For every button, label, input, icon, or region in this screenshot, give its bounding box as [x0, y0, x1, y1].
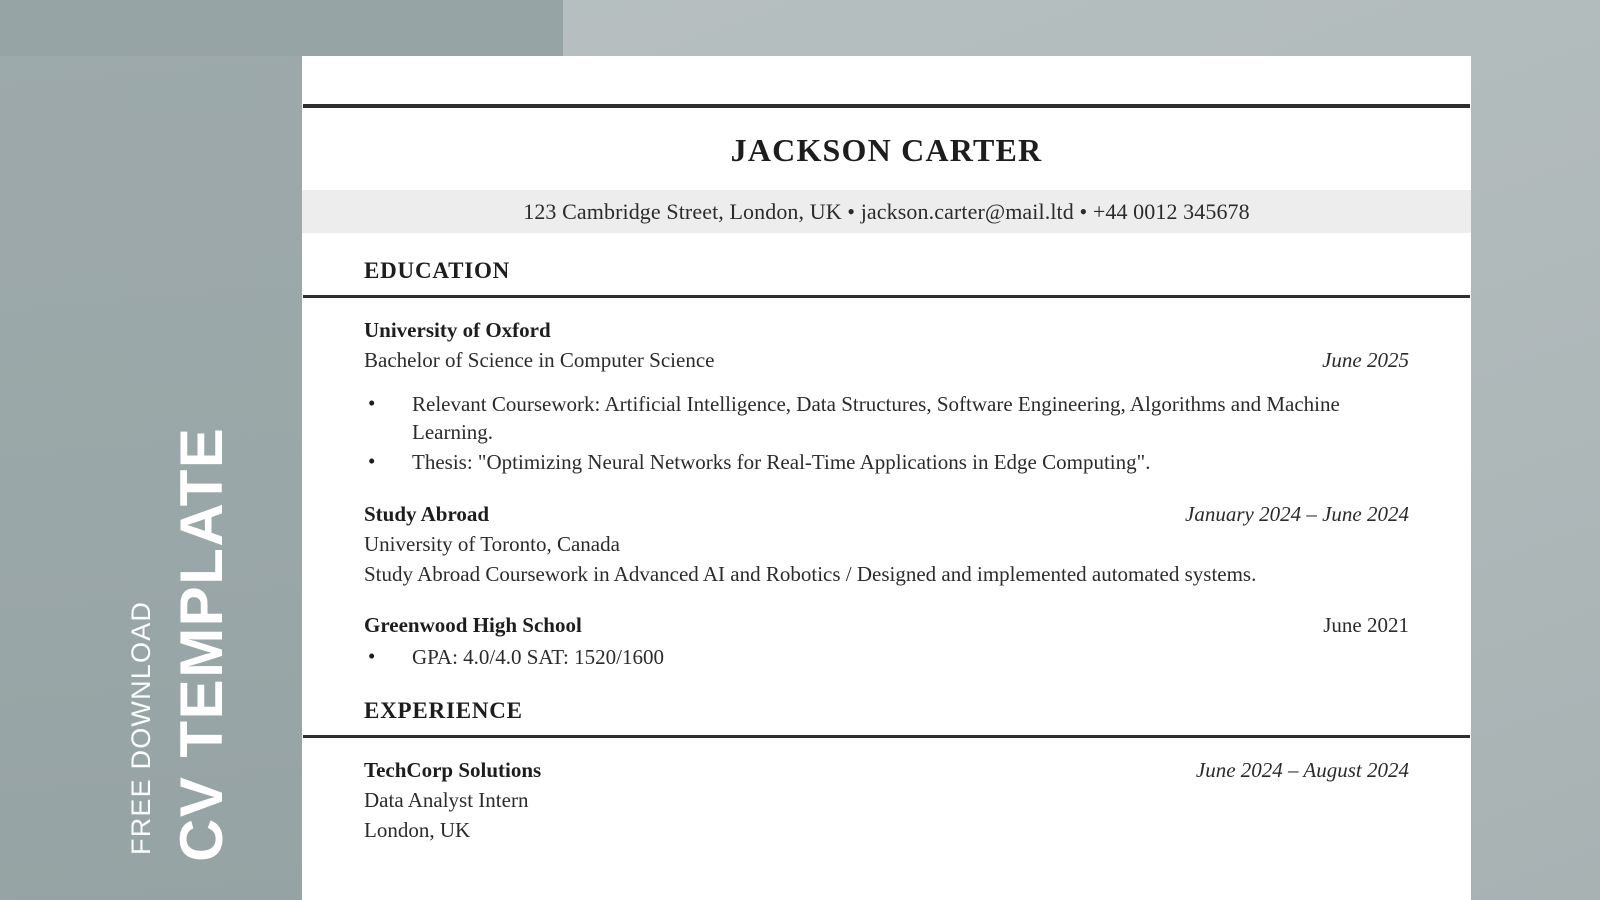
education-entry-oxford [364, 316, 1409, 477]
page-top-margin [302, 56, 1471, 104]
entry-date: January 2024 – June 2024 [1185, 501, 1409, 526]
backdrop-left-block [0, 0, 302, 900]
entry-bullet-list [364, 390, 1409, 477]
entry-location: London, UK [364, 817, 471, 842]
watermark-subtitle: FREE DOWNLOAD [126, 600, 156, 855]
entry-organization: Greenwood High School [364, 613, 582, 638]
candidate-name: JACKSON CARTER [730, 132, 1043, 168]
name-block [302, 108, 1471, 190]
contact-bar [302, 190, 1471, 233]
entry-gap [364, 478, 1409, 500]
entry-subline-row [364, 786, 1409, 816]
list-item: • GPA: 4.0/4.0 SAT: 1520/1600 [364, 643, 1409, 672]
entry-organization: TechCorp Solutions [364, 757, 542, 782]
entry-org-row [364, 500, 1409, 530]
entry-organization: Study Abroad [364, 501, 490, 526]
backdrop-dark-band [0, 0, 563, 56]
entry-org-row [364, 611, 1409, 641]
section-heading-education: EDUCATION [364, 258, 511, 283]
list-item: • Thesis: "Optimizing Neural Networks for Real-Time Applications in Edge Computing". [364, 448, 1409, 477]
entry-subline: University of Toronto, Canada [364, 531, 620, 556]
entry-subline-row [364, 346, 1409, 376]
section-body-experience [302, 738, 1471, 845]
entry-subline: Bachelor of Science in Computer Science [364, 347, 715, 372]
section-body-education [302, 298, 1471, 672]
resume-page [302, 56, 1471, 900]
entry-detail-row [364, 560, 1409, 590]
section-header-experience [302, 673, 1471, 735]
entry-location-row [364, 816, 1409, 846]
entry-date: June 2021 [1323, 613, 1409, 638]
entry-bullet-list [364, 643, 1409, 672]
entry-org-row [364, 756, 1409, 786]
education-entry-greenwood [364, 611, 1409, 672]
entry-gap [364, 589, 1409, 611]
section-header-education [302, 233, 1471, 295]
entry-org-row [364, 316, 1409, 346]
entry-subline-row [364, 530, 1409, 560]
list-item: • Relevant Coursework: Artificial Intelligence, Data Structures, Software Engineering, Algorithms and Machine Learning. [364, 390, 1409, 448]
entry-detail: Study Abroad Coursework in Advanced AI and Robotics / Designed and implemented automated systems. [364, 561, 1257, 586]
section-heading-experience: EXPERIENCE [364, 697, 523, 723]
entry-role: Data Analyst Intern [364, 787, 529, 812]
experience-entry-techcorp [364, 756, 1409, 845]
education-entry-study-abroad [364, 500, 1409, 589]
watermark-title: CV TEMPLATE [168, 426, 235, 862]
contact-line: 123 Cambridge Street, London, UK • jackson.carter@mail.ltd • +44 0012 345678 [523, 198, 1250, 224]
entry-date: June 2024 – August 2024 [1195, 757, 1409, 782]
entry-organization: University of Oxford [364, 318, 551, 342]
entry-date: June 2025 [1322, 347, 1409, 372]
